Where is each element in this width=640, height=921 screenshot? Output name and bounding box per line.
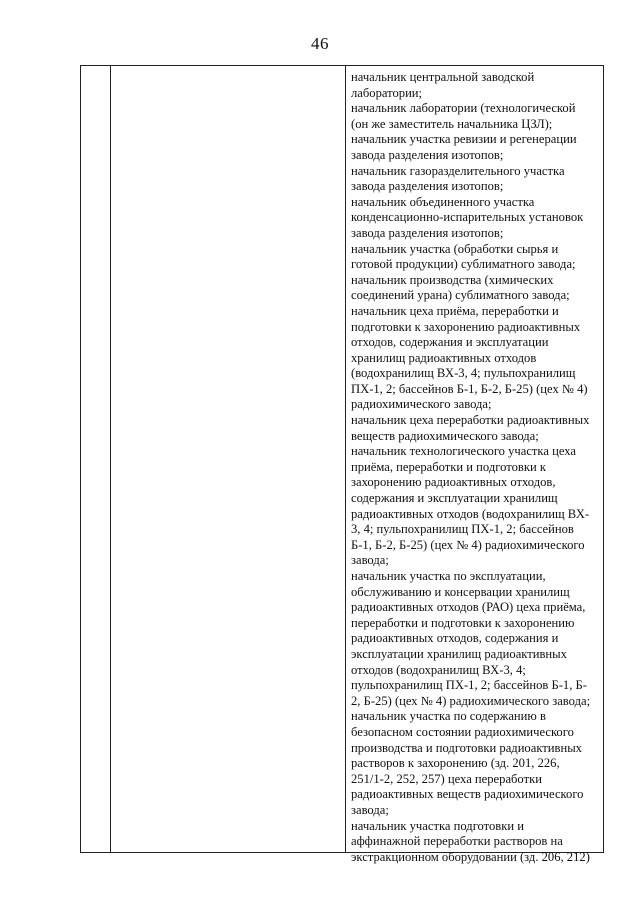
positions-table (80, 65, 604, 864)
text-line: эксплуатации хранилищ радиоактивных (351, 646, 567, 661)
text-line: ПХ-1, 2; бассейнов Б-1, Б-2, Б-25) (цех № 4) (351, 381, 588, 396)
text-line: веществ радиохимического завода; (351, 428, 539, 443)
text-line: безопасном состоянии радиохимического (351, 724, 574, 739)
text-line: начальник участка по эксплуатации, (351, 569, 546, 583)
text-line: обслуживанию и консервации хранилищ (351, 584, 570, 599)
text-line: начальник технологического участка цеха (351, 444, 576, 459)
text-line: радиохимического завода; (351, 397, 492, 412)
page-number: 46 (311, 34, 329, 53)
text-line: пульпохранилищ ПХ-1, 2; бассейнов Б-1, Б- (351, 678, 587, 693)
text-line: 2, Б-25) (цех № 4) радиохимического завода; (351, 693, 591, 708)
text-line: переработки и подготовки к захоронению (351, 615, 575, 630)
text-line: приёма, переработки и подготовки к (351, 459, 546, 474)
text-line: начальник центральной заводской (351, 70, 535, 84)
text-line: начальник цеха приёма, переработки и (351, 303, 559, 318)
text-line: конденсационно-испарительных установок (351, 210, 584, 225)
text-line: завода; (351, 553, 389, 568)
text-line: начальник участка по содержанию в (351, 709, 546, 724)
text-line: соединений урана) сублиматного завода; (351, 288, 570, 303)
text-line: радиоактивных веществ радиохимического (351, 787, 584, 802)
text-line: начальник лаборатории (технологической (351, 101, 576, 116)
text-line: начальник производства (химических (351, 272, 554, 287)
text-line: радиоактивных отходов, содержания и (351, 631, 559, 646)
text-line: аффинажной переработки растворов на (351, 834, 563, 849)
text-line: захоронению радиоактивных отходов, (351, 475, 556, 490)
text-line: 3, 4; пульпохранилищ ПХ-1, 2; бассейнов (351, 522, 574, 537)
text-line: завода разделения изотопов; (351, 179, 504, 194)
text-line: хранилищ радиоактивных отходов (351, 350, 537, 365)
text-line: начальник газоразделительного участка (351, 163, 565, 178)
text-line: завода разделения изотопов; (351, 225, 504, 240)
text-line: содержания и эксплуатации хранилищ (351, 491, 558, 506)
text-line: радиоактивных отходов (РАО) цеха приёма, (351, 600, 586, 615)
text-line: отходов, содержания и эксплуатации (351, 335, 549, 350)
text-line: лаборатории; (351, 85, 423, 100)
column-divider-2 (345, 66, 346, 852)
text-line: растворов к захоронению (зд. 201, 226, (351, 756, 560, 771)
text-line: начальник цеха переработки радиоактивных (351, 413, 590, 428)
text-line: начальник участка (обработки сырья и (351, 241, 559, 256)
text-line: начальник объединенного участка (351, 194, 535, 209)
text-line: отходов (водохранилищ ВХ-3, 4; (351, 662, 526, 677)
text-line: производства и подготовки радиоактивных (351, 740, 582, 755)
text-line: (он же заместитель начальника ЦЗЛ); (351, 116, 553, 131)
text-line: подготовки к захоронению радиоактивных (351, 319, 581, 334)
text-line: экстракционном оборудовании (зд. 206, 212) (351, 849, 590, 864)
text-line: готовой продукции) сублиматного завода; (351, 257, 576, 272)
text-line: радиоактивных отходов (водохранилищ ВХ- (351, 506, 590, 521)
text-line: начальник участка подготовки и (351, 818, 525, 833)
text-line: завода разделения изотопов; (351, 147, 504, 162)
text-line: 251/1-2, 252, 257) цеха переработки (351, 771, 542, 786)
positions-cell (351, 70, 601, 865)
text-line: завода; (351, 802, 389, 817)
text-line: Б-1, Б-2, Б-25) (цех № 4) радиохимического (351, 537, 585, 552)
text-line: (водохранилищ ВХ-3, 4; пульпохранилищ (351, 366, 576, 381)
text-line: начальник участка ревизии и регенерации (351, 132, 577, 147)
column-divider-1 (110, 66, 111, 852)
